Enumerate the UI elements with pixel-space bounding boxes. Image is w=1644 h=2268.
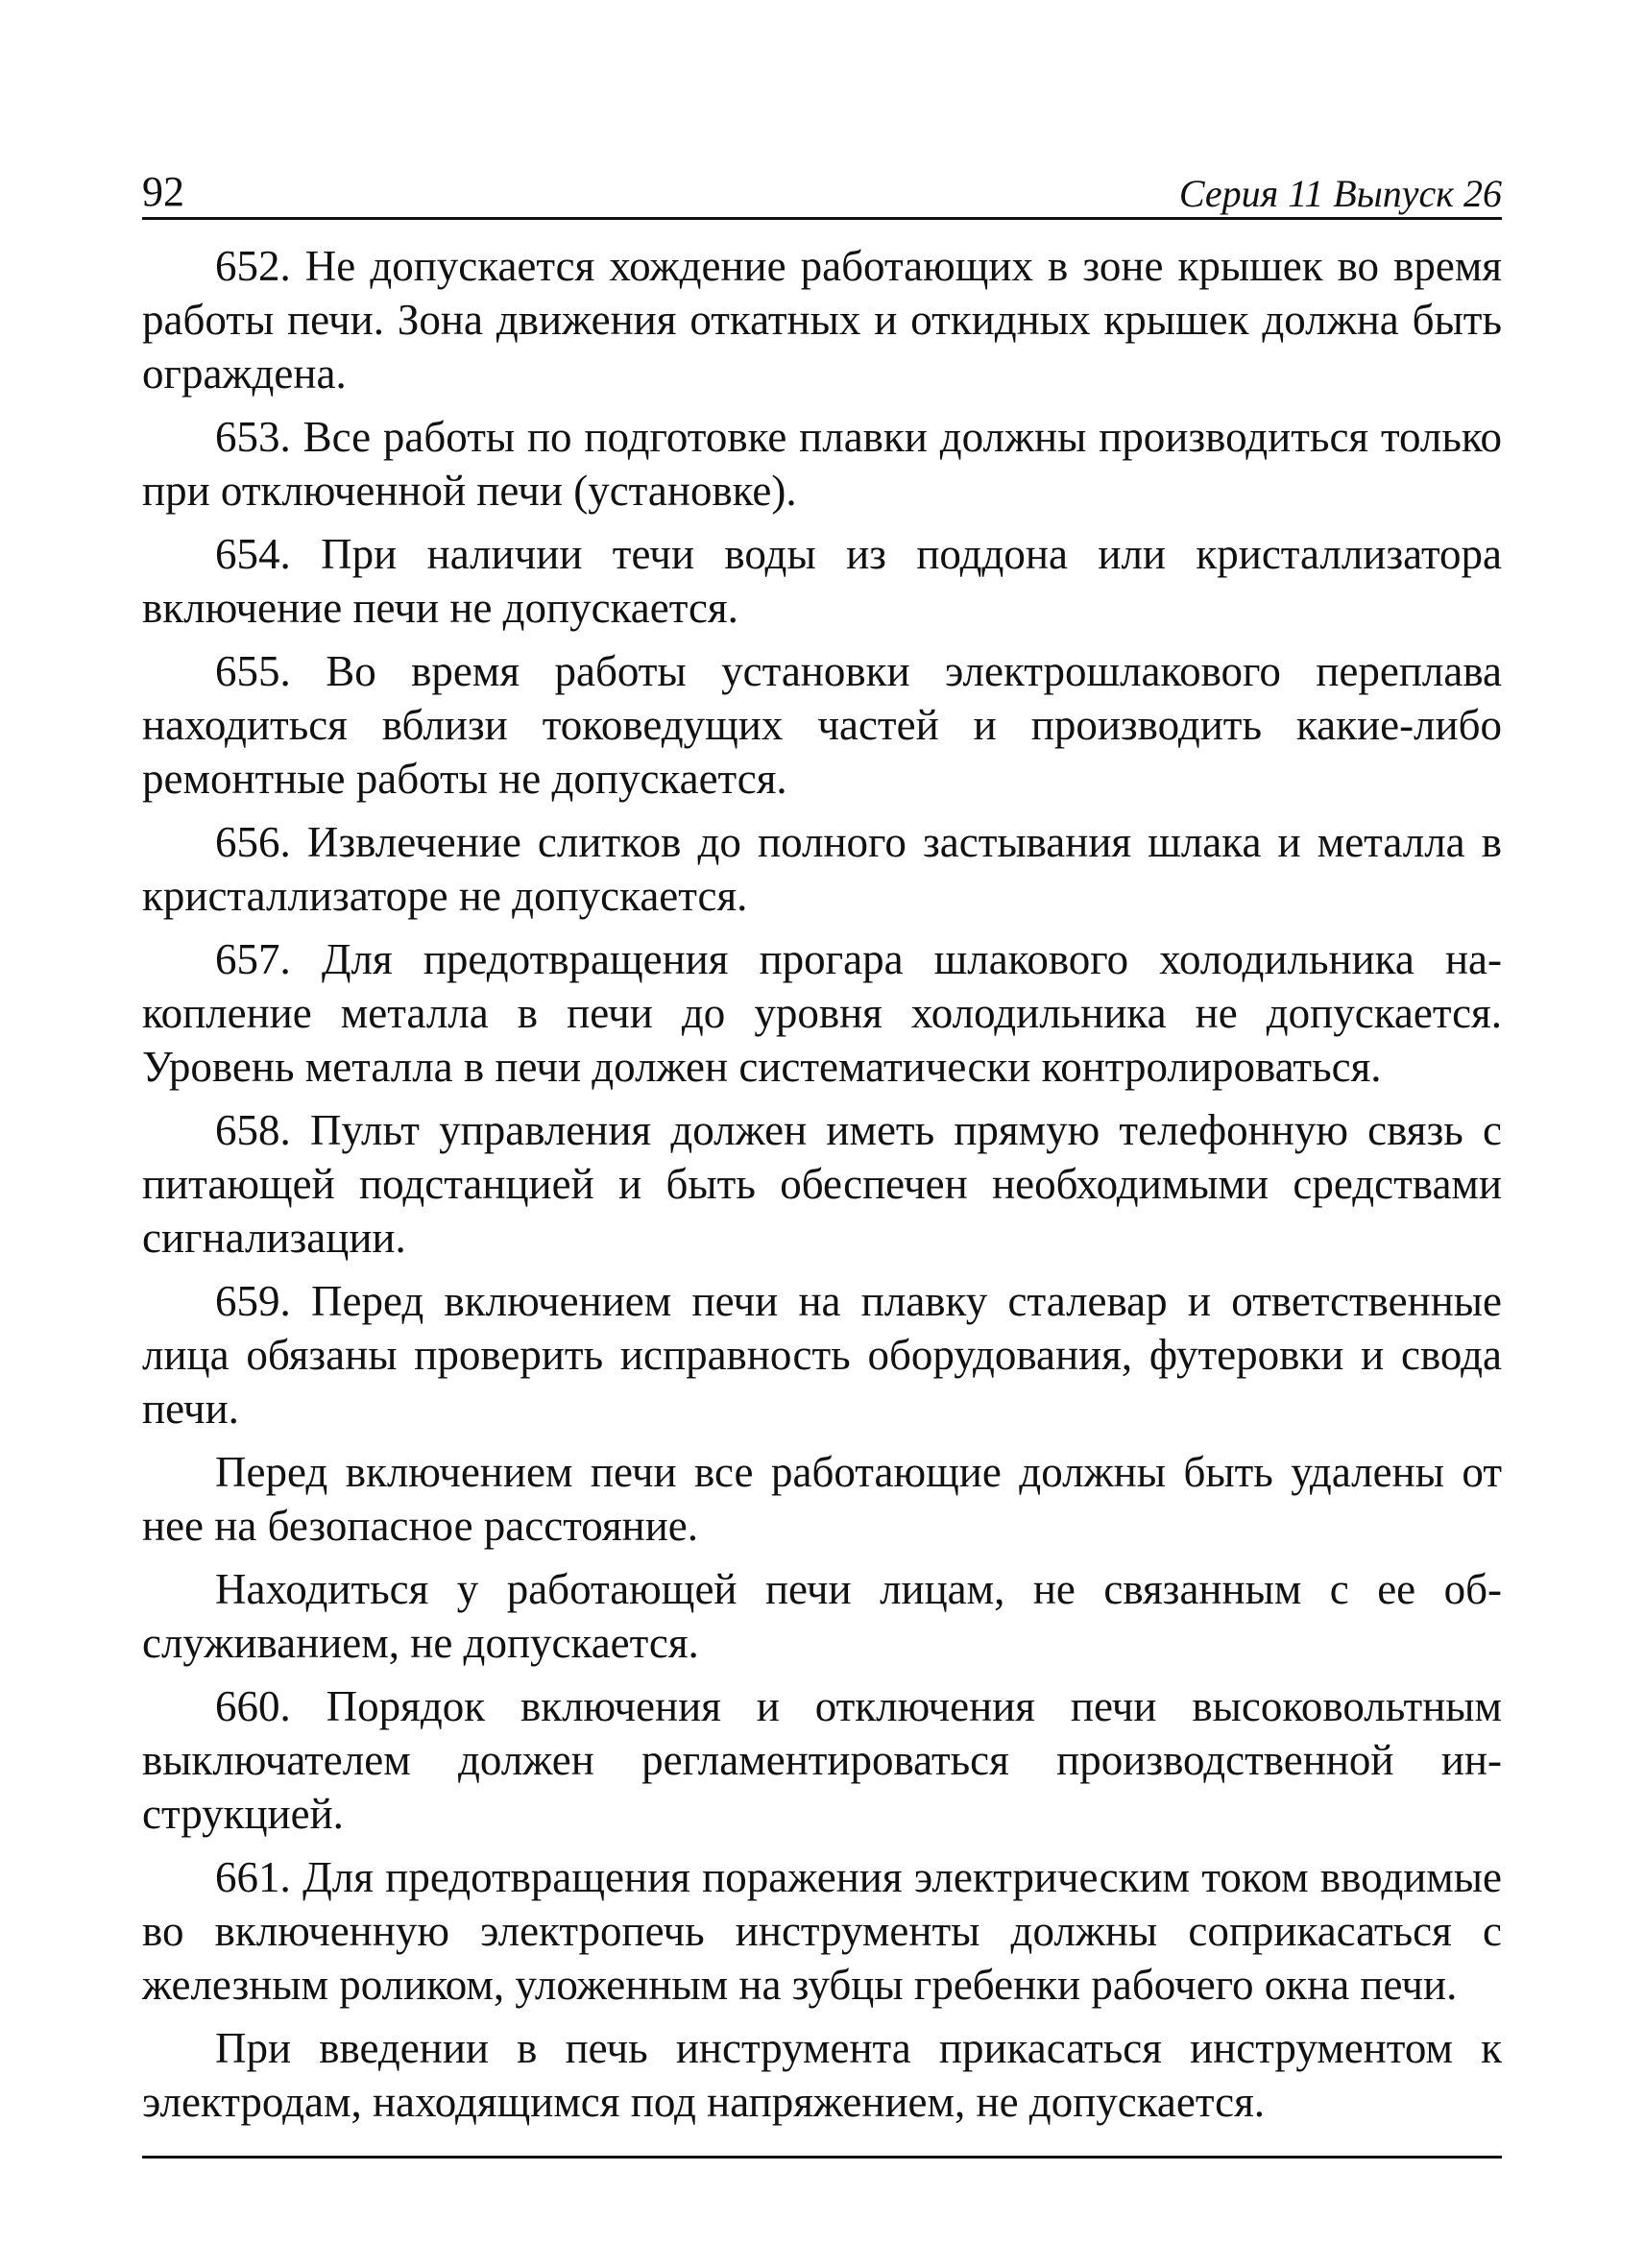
paragraph-652: 652. Не допускается хождение работающих в зоне крышек во время работы печи. Зона движения откатных и откидных крышек должна быть ограждена.	[142, 242, 1502, 398]
series-title: Серия 11 Выпуск 26	[1178, 172, 1502, 215]
paragraph-654: 654. При наличии течи воды из поддона или кристаллизатора включение печи не допускается.	[142, 530, 1502, 632]
paragraph-655: 655. Во время работы установки электрошлакового переплава находиться вблизи токоведущих частей и производить какие-либо ремонтные работы не допускается.	[142, 647, 1502, 803]
paragraph-659: 659. Перед включением печи на плавку сталевар и ответственные лица обязаны проверить исправность оборудования, футеровки и свода печи.	[142, 1277, 1502, 1433]
paragraph-657: 657. Для предотвращения прогара шлакового холодильника накопление металла в печи до уровня холодильника не допускается. Уровень металла в печи должен систематически контролироваться.	[142, 935, 1502, 1091]
paragraph-653: 653. Все работы по подготовке плавки должны производиться только при отключенной печи (установке).	[142, 413, 1502, 515]
document-page	[142, 163, 1502, 2159]
paragraph-659-continued-1: Перед включением печи все работающие должны быть удалены от нее на безопасное расстояние.	[142, 1448, 1502, 1550]
page-number: 92	[142, 168, 184, 215]
paragraph-661: 661. Для предотвращения поражения электрическим током вводимые во включенную электропечь инструменты должны соприкасаться с железным роликом, уложенным на зубцы гребенки рабочего окна печи.	[142, 1853, 1502, 2009]
paragraph-658: 658. Пульт управления должен иметь прямую телефонную связь с питающей подстанцией и быть обеспечен необходимыми средствами сигнализации.	[142, 1106, 1502, 1262]
paragraph-659-continued-2: Находиться у работающей печи лицам, не связанным с ее обслуживанием, не допускается.	[142, 1565, 1502, 1667]
running-header	[142, 163, 1502, 220]
paragraph-656: 656. Извлечение слитков до полного застывания шлака и металла в кристаллизаторе не допускается.	[142, 818, 1502, 920]
paragraph-661-continued: При введении в печь инструмента прикасаться инструментом к электродам, находящимся под напряжением, не допускается.	[142, 2024, 1502, 2126]
bottom-rule	[142, 2156, 1502, 2159]
paragraph-660: 660. Порядок включения и отключения печи высоковольтным выключателем должен регламентироваться производственной инструкцией.	[142, 1682, 1502, 1838]
body-text	[142, 220, 1502, 2129]
